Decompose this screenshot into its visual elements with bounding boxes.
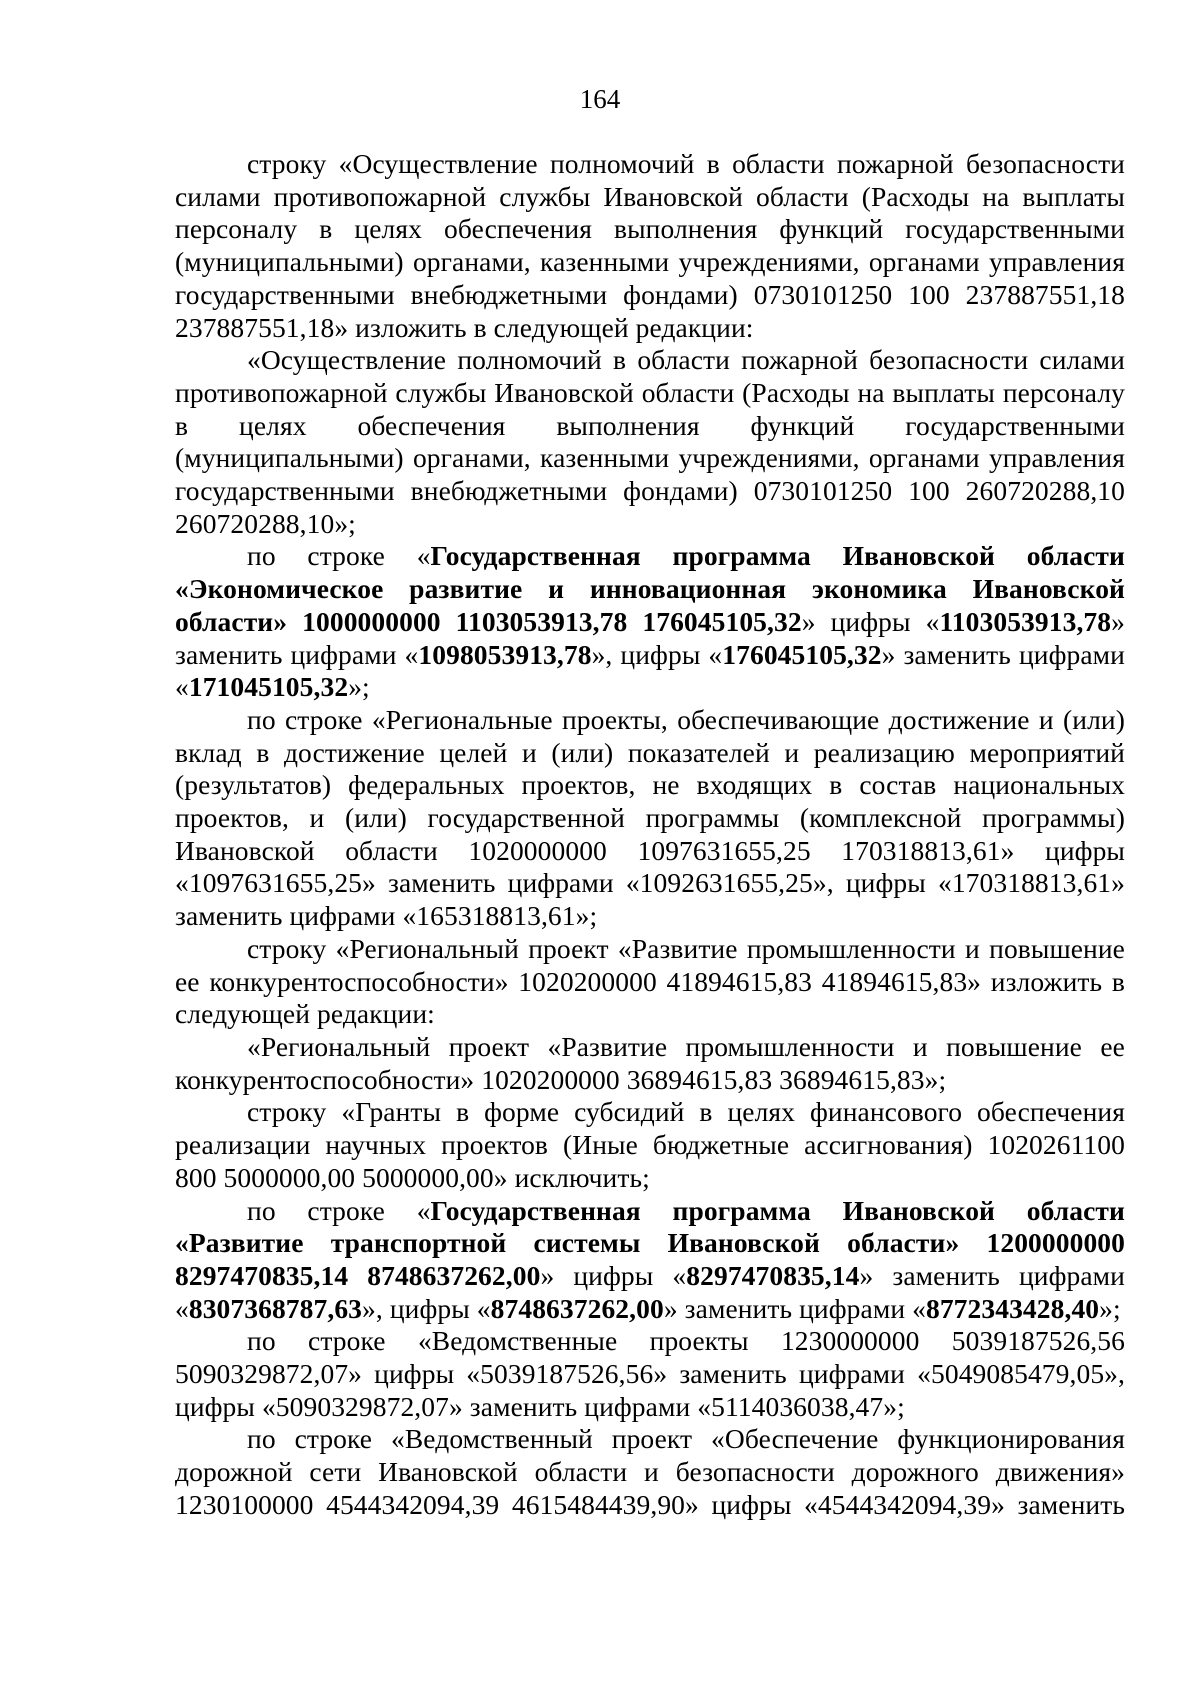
paragraph bbox=[175, 148, 1125, 344]
paragraph bbox=[175, 704, 1125, 933]
bold-text-run: 171045105,32 bbox=[188, 671, 349, 703]
text-run: строку «Осуществление полномочий в области пожарной безопасности силами противопожарной службы Ивановской области (Расходы на выплаты персоналу в целях обеспечения выполнения функций государственными (муниципальными) органами, казенными учреждениями, органами управления государственными внебюджетными фондами) 0730101250 100 237887551,18 237887551,18» изложить в следующей редакции: bbox=[175, 148, 1125, 343]
bold-text-run: Государственная программа Ивановской области «Развитие транспортной системы Ивановской области» 1200000000 8297470835,14 8748637262,00 bbox=[175, 1194, 1125, 1291]
text-run: строку «Региональный проект «Развитие промышленности и повышение ее конкурентоспособности» 1020200000 41894615,83 41894615,83» изложить в следующей редакции: bbox=[175, 932, 1125, 1030]
text-run: » заменить цифрами « bbox=[175, 1259, 1125, 1324]
text-run: », цифры « bbox=[362, 1292, 491, 1324]
text-run: » цифры « bbox=[540, 1259, 687, 1291]
paragraph bbox=[175, 1195, 1125, 1326]
text-run: по строке « bbox=[247, 1194, 431, 1226]
text-run: «Региональный проект «Развитие промышленности и повышение ее конкурентоспособности» 1020200000 36894615,83 36894615,83»; bbox=[175, 1030, 1125, 1095]
text-run: строку «Гранты в форме субсидий в целях финансового обеспечения реализации научных проектов (Иные бюджетные ассигнования) 1020261100 800 5000000,00 5000000,00» исключить; bbox=[175, 1096, 1125, 1193]
text-run: по строке « bbox=[247, 540, 431, 572]
bold-text-run: 1103053913,78 bbox=[939, 605, 1112, 637]
paragraph bbox=[175, 344, 1125, 540]
bold-text-run: 1098053913,78 bbox=[418, 638, 592, 670]
document-body bbox=[175, 148, 1125, 1522]
text-run: по строке «Ведомственные проекты 1230000000 5039187526,56 5090329872,07» цифры «5039187526,56» заменить цифрами «5049085479,05», цифры «5090329872,07» заменить цифрами «5114036038,47»; bbox=[175, 1325, 1125, 1422]
paragraph bbox=[175, 1096, 1125, 1194]
text-run: » цифры « bbox=[801, 605, 940, 637]
paragraph bbox=[175, 1325, 1125, 1423]
text-run: »; bbox=[348, 671, 370, 703]
paragraph-last bbox=[175, 1423, 1125, 1521]
text-run: » заменить цифрами « bbox=[175, 605, 1125, 670]
page-number: 164 bbox=[579, 84, 621, 114]
text-run: » заменить цифрами « bbox=[663, 1292, 926, 1324]
bold-text-run: 8748637262,00 bbox=[490, 1292, 664, 1324]
bold-text-run: 8297470835,14 bbox=[686, 1259, 860, 1291]
text-run: », цифры « bbox=[591, 638, 723, 670]
text-run: »; bbox=[1099, 1292, 1121, 1324]
bold-text-run: Государственная программа Ивановской области «Экономическое развитие и инновационная экономика Ивановской области» 1000000000 1103053913,78 176045105,32 bbox=[175, 540, 1125, 637]
text-run: «Осуществление полномочий в области пожарной безопасности силами противопожарной службы Ивановской области (Расходы на выплаты персоналу в целях обеспечения выполнения функций государственными (муниципальными) органами, казенными учреждениями, органами управления государственными внебюджетными фондами) 0730101250 100 260720288,10 260720288,10»; bbox=[175, 344, 1125, 539]
bold-text-run: 8307368787,63 bbox=[188, 1292, 363, 1324]
text-run: по строке «Ведомственный проект «Обеспечение функционирования дорожной сети Ивановской области и безопасности дорожного движения» 1230100000 4544342094,39 4615484439,90» цифры «4544342094,39» заменить bbox=[175, 1423, 1125, 1520]
paragraph bbox=[175, 540, 1125, 704]
bold-text-run: 8772343428,40 bbox=[925, 1292, 1100, 1324]
paragraph bbox=[175, 1031, 1125, 1096]
paragraph bbox=[175, 933, 1125, 1031]
text-run: по строке «Региональные проекты, обеспечивающие достижение и (или) вклад в достижение целей и (или) показателей и реализацию мероприятий (результатов) федеральных проектов, не входящих в состав национальных проектов, и (или) государственной программы (комплексной программы) Ивановской области 1020000000 1097631655,25 170318813,61» цифры «1097631655,25» заменить цифрами «1092631655,25», цифры «170318813,61» заменить цифрами «165318813,61»; bbox=[175, 703, 1125, 932]
text-run: » заменить цифрами « bbox=[175, 638, 1125, 703]
bold-text-run: 176045105,32 bbox=[722, 638, 882, 670]
